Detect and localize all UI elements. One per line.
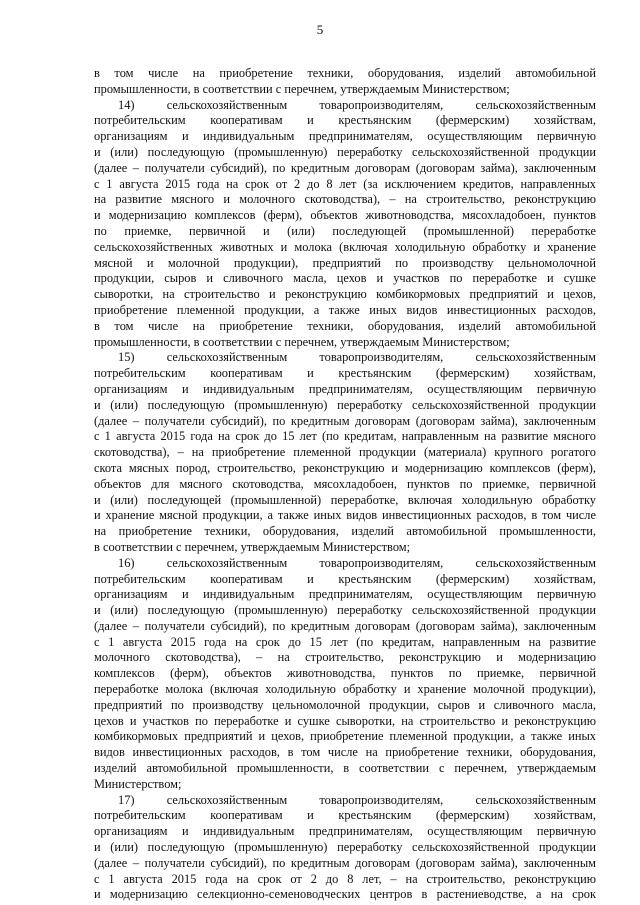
paragraph-line: изделий автомобильной промышленности, в соответствии с перечнем, утверждаемым [94,761,596,776]
paragraph-line: объектов для мясного скотоводства, мясохладобоен, пунктов по приемке, первичной [94,476,596,491]
page-number: 5 [316,22,324,37]
paragraph-line: переработке молока (включая холодильную обработку и хранение молочной продукции), [94,682,596,697]
paragraph-line: скотоводства), – на приобретение племенной продукции (материала) крупного рогатого [94,445,596,460]
paragraph-line: потребительским кооперативам и крестьянским (фермерским) хозяйствам, [94,366,596,381]
document-paragraph [94,556,596,793]
paragraph-line: и хранение мясной продукции, а также иных видов инвестиционных расходов, в том числе [94,508,596,523]
paragraph-line: и (или) последующую (промышленную) переработку сельскохозяйственной продукции [94,397,596,412]
paragraph-line: потребительским кооперативам и крестьянским (фермерским) хозяйствам, [94,571,596,586]
paragraph-line: Министерством; [94,776,182,791]
paragraph-line: на приобретение техники, оборудования, изделий автомобильной промышленности, [94,524,596,539]
paragraph-line: в том числе на приобретение техники, оборудования, изделий автомобильной [94,66,596,80]
paragraph-line: организациям и индивидуальным предпринимателям, осуществляющим первичную [94,824,596,839]
paragraph-line: (далее – получатели субсидий), по кредитным договорам (договорам займа), заключенным [94,160,596,175]
paragraph-line: промышленности, в соответствии с перечнем, утверждаемым Министерством; [94,81,510,96]
paragraph-line: организациям и индивидуальным предпринимателям, осуществляющим первичную [94,129,596,144]
paragraph-line: 15) сельскохозяйственным товаропроизводителям, сельскохозяйственным [118,350,596,365]
paragraph-line: в соответствии с перечнем, утверждаемым Министерством; [94,539,411,554]
paragraph-line: комбикормовых предприятий и цехов, приобретение племенной продукции, а также иных [94,729,596,744]
paragraph-line: скота мясных пород, строительство, реконструкцию и модернизацию комплексов (ферм), [94,460,596,475]
paragraph-line: предприятий по производству цельномолочной продукции, сыров и сливочного масла, [94,697,596,712]
paragraph-line: организациям и индивидуальным предпринимателям, осуществляющим первичную [94,587,596,602]
paragraph-line: с 1 августа 2015 года на срок до 15 лет (по кредитам, направленным на развитие мясного [94,429,596,444]
paragraph-line: 17) сельскохозяйственным товаропроизводителям, сельскохозяйственным [118,792,596,807]
paragraph-line: по приемке, первичной и (или) последующей (промышленной) переработке [94,223,596,238]
paragraph-line: и модернизацию селекционно-семеноводческих центров в растениеводстве, а на срок [94,887,596,902]
paragraph-line: с 1 августа 2015 года на срок от 2 до 8 лет, – на строительство, реконструкцию [94,871,596,886]
paragraph-line: и (или) последующую (промышленную) переработку сельскохозяйственной продукции [94,840,596,855]
paragraph-line: комплексов (ферм), объектов животноводства, пунктов по приемке, первичной [94,666,596,681]
paragraph-line: с 1 августа 2015 года на срок от 2 до 8 лет (за исключением кредитов, направленных [94,176,596,191]
document-body [94,66,596,903]
paragraph-line: продукции, сыров и сливочного масла, цехов и участков по переработке и сушке [94,271,596,286]
paragraph-line: и (или) последующую (промышленную) переработку сельскохозяйственной продукции [94,603,596,618]
paragraph-line: потребительским кооперативам и крестьянским (фермерским) хозяйствам, [94,808,596,823]
paragraph-line: видов инвестиционных расходов, в том числе на приобретение техники, оборудования, [94,745,596,760]
paragraph-line: (далее – получатели субсидий), по кредитным договорам (договорам займа), заключенным [94,413,596,428]
paragraph-line: организациям и индивидуальным предпринимателям, осуществляющим первичную [94,381,596,396]
document-paragraph [94,350,596,555]
paragraph-line: (далее – получатели субсидий), по кредитным договорам (договорам займа), заключенным [94,855,596,870]
paragraph-line: и (или) последующую (промышленную) переработку сельскохозяйственной продукции [94,144,596,159]
paragraph-line: цехов и участков по переработке и сушке сыворотки, на строительство и реконструкцию [94,713,596,728]
paragraph-line: 14) сельскохозяйственным товаропроизводителям, сельскохозяйственным [118,97,596,112]
paragraph-line: сыворотки, на строительство и реконструкцию комбикормовых предприятий и цехов, [94,287,596,302]
paragraph-line: в том числе на приобретение техники, оборудования, изделий автомобильной [94,318,596,333]
paragraph-line: на развитие мясного и молочного скотоводства), – на строительство, реконструкцию [94,192,596,207]
paragraph-line: потребительским кооперативам и крестьянским (фермерским) хозяйствам, [94,113,596,128]
paragraph-line: приобретение племенной продукции, а также иных видов инвестиционных расходов, [94,302,596,317]
paragraph-line: с 1 августа 2015 года на срок до 15 лет (по кредитам, направленным на развитие [94,634,596,649]
paragraph-line: и (или) последующей (промышленной) переработке, включая холодильную обработку [94,492,596,507]
paragraph-line: промышленности, в соответствии с перечнем, утверждаемым Министерством; [94,334,510,349]
paragraph-line: и модернизацию комплексов (ферм), объектов животноводства, мясохладобоен, пунктов [94,208,596,223]
document-paragraph [94,98,596,351]
document-paragraph [94,793,596,904]
document-paragraph [94,66,596,98]
paragraph-line: молочного скотоводства), – на строительство, реконструкцию и модернизацию [94,650,596,665]
paragraph-line: мясной и молочной продукции), предприятий по производству цельномолочной [94,255,596,270]
paragraph-line: (далее – получатели субсидий), по кредитным договорам (договорам займа), заключенным [94,618,596,633]
paragraph-line: 16) сельскохозяйственным товаропроизводителям, сельскохозяйственным [118,555,596,570]
paragraph-line: сельскохозяйственных животных и молока (включая холодильную обработку и хранение [94,239,596,254]
